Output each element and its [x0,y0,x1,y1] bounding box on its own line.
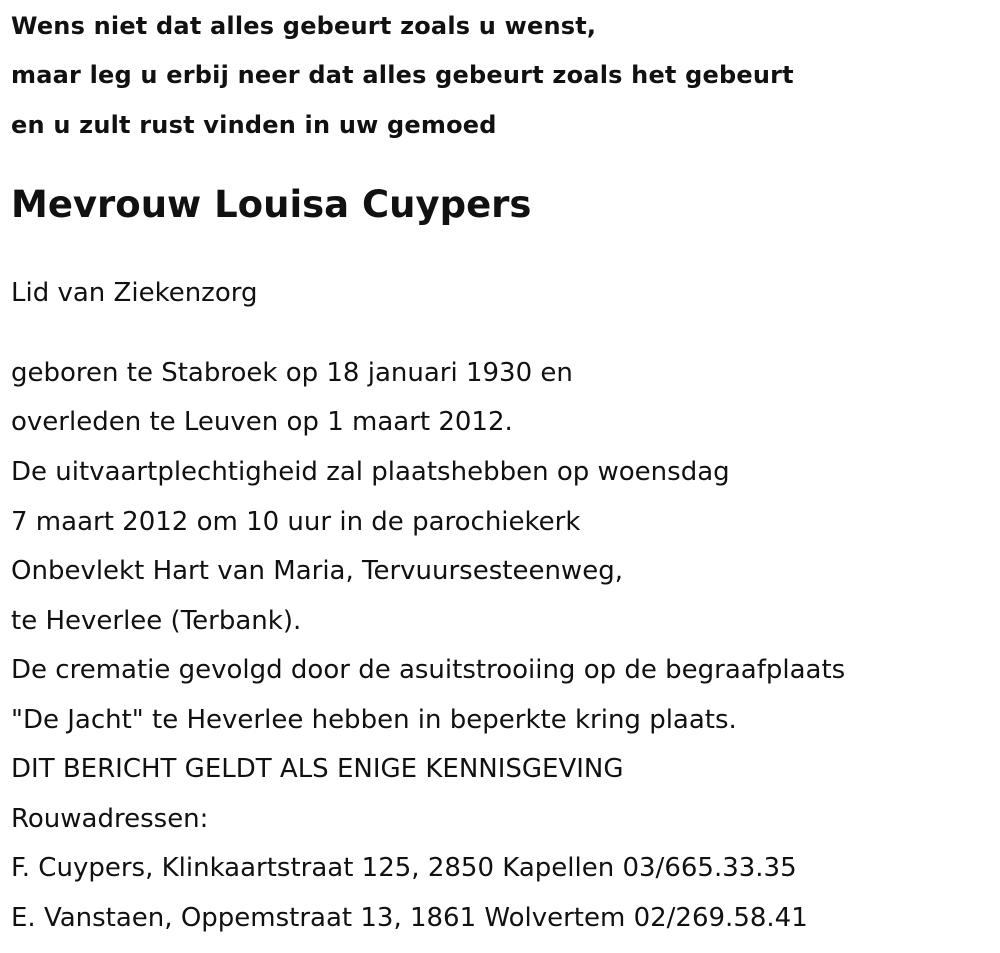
detail-line-location: te Heverlee (Terbank). [11,606,302,636]
notice-statement: DIT BERICHT GELDT ALS ENIGE KENNISGEVING [11,754,624,784]
detail-line-funeral-time: 7 maart 2012 om 10 uur in de parochiekerk [11,507,581,537]
detail-line-funeral: De uitvaartplechtigheid zal plaatshebben op woensdag [11,457,730,487]
condolence-address-2: E. Vanstaen, Oppemstraat 13, 1861 Wolvertem 02/269.58.41 [11,903,808,933]
detail-line-birth: geboren te Stabroek op 18 januari 1930 en [11,358,573,388]
quote-line-2: maar leg u erbij neer dat alles gebeurt zoals het gebeurt [11,61,794,89]
membership-line: Lid van Ziekenzorg [11,278,258,308]
quote-line-3: en u zult rust vinden in uw gemoed [11,111,497,139]
deceased-name: Mevrouw Louisa Cuypers [11,183,532,226]
detail-line-church: Onbevlekt Hart van Maria, Tervuursesteenweg, [11,556,623,586]
detail-line-cemetery: "De Jacht" te Heverlee hebben in beperkte kring plaats. [11,705,737,735]
condolence-address-1: F. Cuypers, Klinkaartstraat 125, 2850 Kapellen 03/665.33.35 [11,853,797,883]
detail-line-death: overleden te Leuven op 1 maart 2012. [11,407,513,437]
detail-line-cremation: De crematie gevolgd door de asuitstrooiing op de begraafplaats [11,655,846,685]
condolence-addresses-label: Rouwadressen: [11,804,209,834]
quote-line-1: Wens niet dat alles gebeurt zoals u wenst, [11,12,597,40]
